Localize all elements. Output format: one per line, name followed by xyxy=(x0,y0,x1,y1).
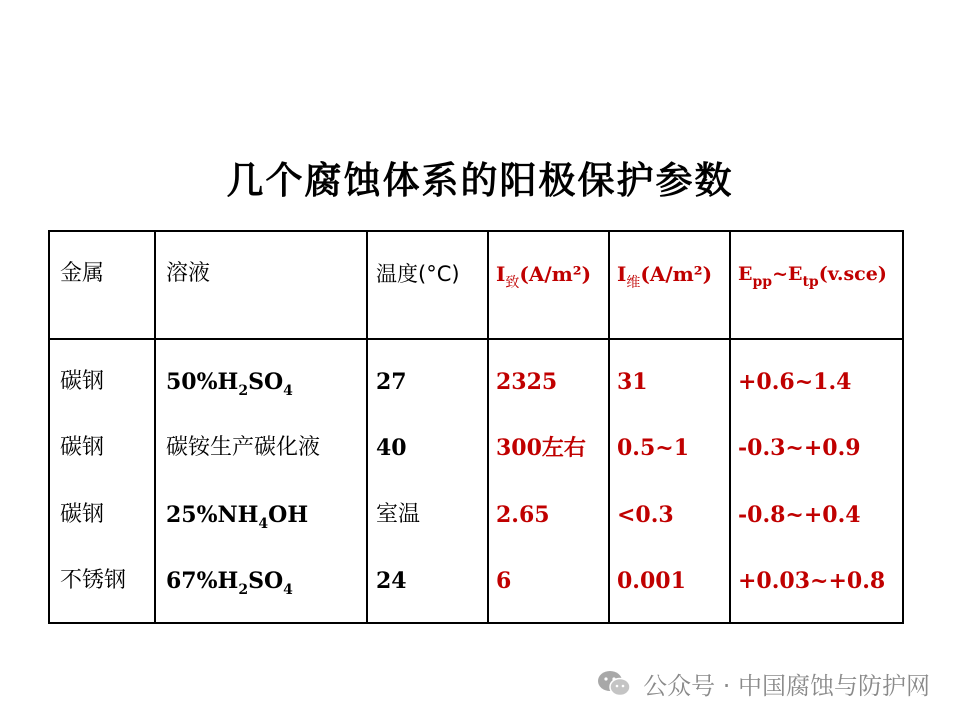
row2-potential-range: -0.3~+0.9 xyxy=(738,435,861,461)
header-divider xyxy=(50,338,902,340)
row2-solution: 碳铵生产碳化液 xyxy=(166,435,321,460)
header-potential-range: $E_{pp}\sim E_{tp}(v.sce)$ xyxy=(738,263,887,290)
parameter-table xyxy=(48,230,904,624)
row2-i-cause: 300左右 xyxy=(496,435,586,461)
row1-potential-range: +0.6~1.4 xyxy=(738,369,852,395)
row1-temperature: 27 xyxy=(376,369,407,395)
row1-i-maintain: 31 xyxy=(617,369,648,395)
row4-i-cause: 6 xyxy=(496,568,512,594)
row4-potential-range: +0.03~+0.8 xyxy=(738,568,886,594)
row3-metal: 碳钢 xyxy=(60,502,105,527)
watermark xyxy=(597,666,930,701)
row4-metal: 不锈钢 xyxy=(60,568,127,593)
row4-i-maintain: 0.001 xyxy=(617,568,686,594)
column-divider xyxy=(487,232,489,622)
row1-i-cause: 2325 xyxy=(496,369,558,395)
row2-i-maintain: 0.5~1 xyxy=(617,435,690,461)
row3-solution: $25\%NH_4OH$ xyxy=(166,502,309,532)
header-solution: 溶液 xyxy=(166,261,211,286)
column-divider xyxy=(729,232,731,622)
header-i-cause: $I_致(A/m^2)$ xyxy=(496,262,592,291)
header-temperature: 温度(°C) xyxy=(376,262,460,286)
column-divider xyxy=(608,232,610,622)
column-divider xyxy=(154,232,156,622)
row4-solution: $67\%H_2SO_4$ xyxy=(166,568,293,598)
column-divider xyxy=(366,232,368,622)
watermark-text: 公众号 · 中国腐蚀与防护网 xyxy=(643,672,930,700)
row3-i-cause: 2.65 xyxy=(496,502,550,528)
row2-metal: 碳钢 xyxy=(60,435,105,460)
row3-potential-range: -0.8~+0.4 xyxy=(738,502,861,528)
row1-metal: 碳钢 xyxy=(60,369,105,394)
row3-temperature: 室温 xyxy=(376,502,421,527)
header-i-maintain: $I_维(A/m^2)$ xyxy=(617,262,713,291)
wechat-icon xyxy=(597,669,631,699)
row4-temperature: 24 xyxy=(376,568,407,594)
header-metal: 金属 xyxy=(60,261,105,286)
row2-temperature: 40 xyxy=(376,435,407,461)
page-title: 几个腐蚀体系的阳极保护参数 xyxy=(226,159,734,202)
row3-i-maintain: <0.3 xyxy=(617,502,674,528)
row1-solution: $50\%H_2SO_4$ xyxy=(166,369,293,399)
